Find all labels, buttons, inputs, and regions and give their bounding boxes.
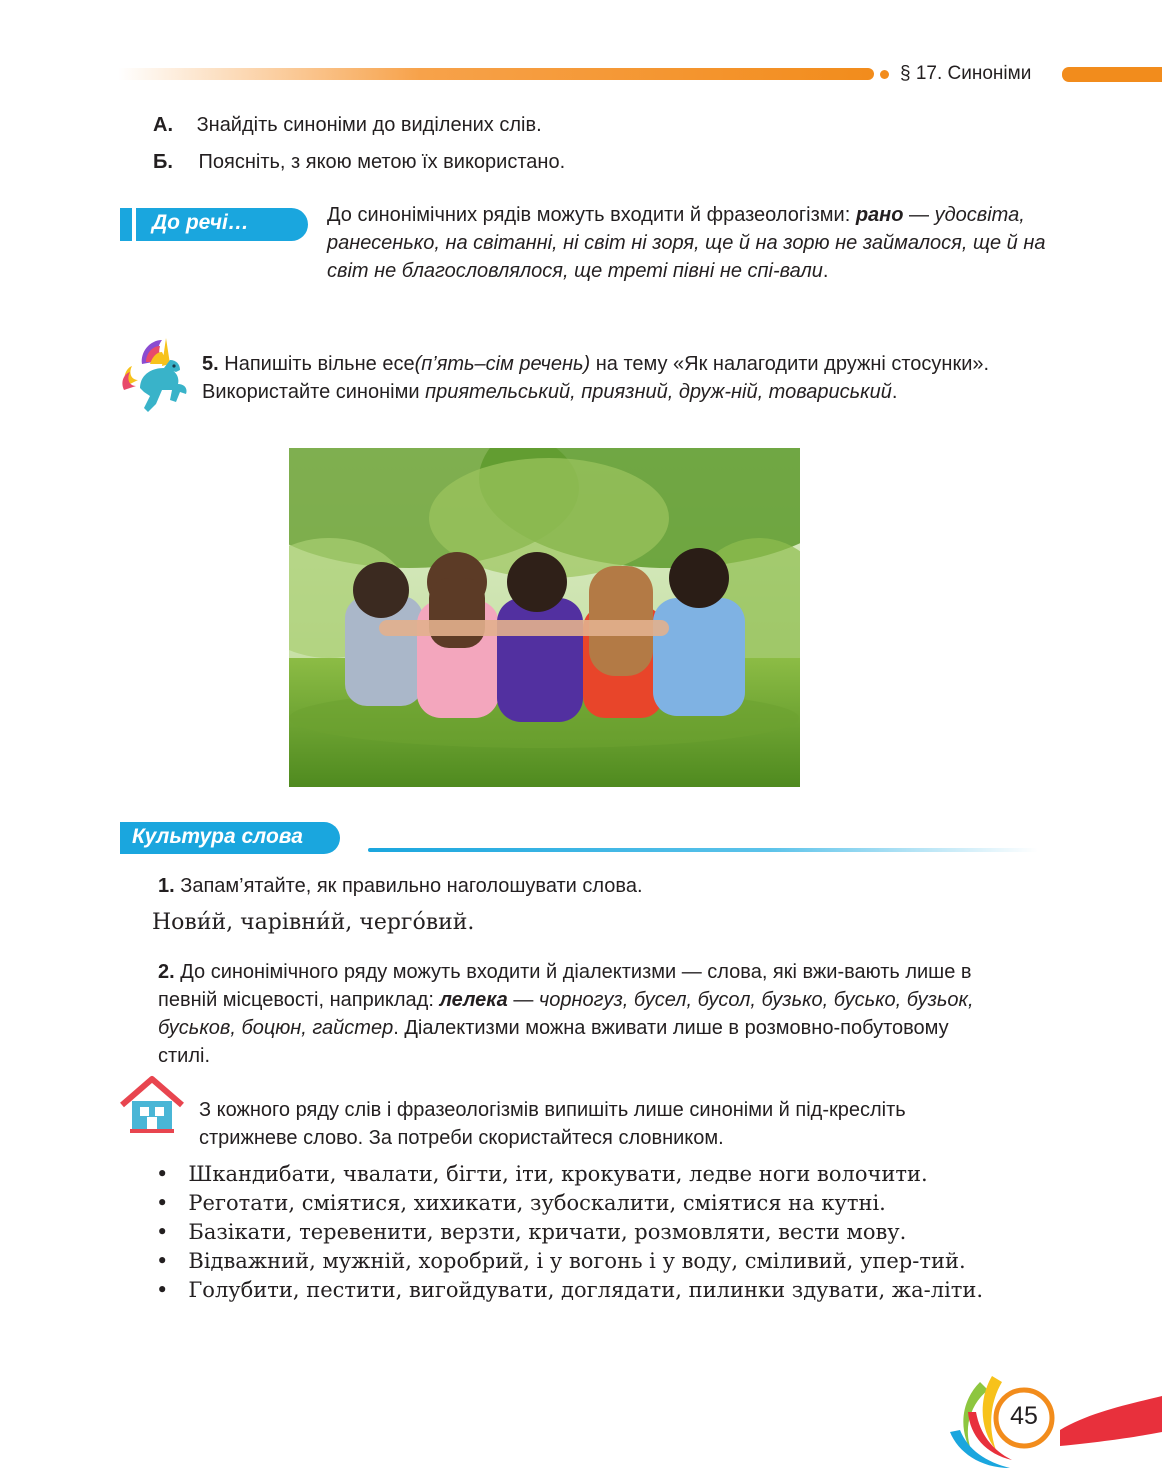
task-b <box>153 148 565 176</box>
note-badge <box>120 208 310 241</box>
culture-badge-label: Культура слова <box>132 825 303 848</box>
page-number: 45 <box>1010 1402 1038 1430</box>
task-5-number: 5. <box>202 353 219 375</box>
culture-item-2-keyword: лелека <box>439 989 508 1011</box>
bullet-item: • Шкандибати, чвалати, бігти, іти, крокувати, ледве ноги волочити. <box>156 1162 928 1186</box>
culture-item-2 <box>158 958 988 1070</box>
task-b-text: Поясніть, з якою метою їх використано. <box>198 151 566 173</box>
home-task-text: З кожного ряду слів і фразеологізмів випишіть лише синоніми й під-кресліть стрижневе слово. За потреби скористайтеся словником. <box>199 1099 906 1149</box>
task-a <box>153 111 542 139</box>
header-tab <box>1062 67 1162 82</box>
culture-badge <box>120 822 340 854</box>
page-number-decor <box>940 1372 1162 1474</box>
house-icon <box>118 1075 186 1135</box>
bullet-item: • Базікати, теревенити, верзти, кричати, розмовляти, вести мову. <box>156 1220 907 1244</box>
badge-tail <box>120 208 132 241</box>
note-end: . <box>822 260 829 282</box>
culture-item-2-dash: — <box>507 989 539 1011</box>
task-a-letter: А. <box>153 114 173 136</box>
culture-item-1-number: 1. <box>158 875 175 897</box>
culture-divider <box>368 848 1038 852</box>
task-5-part1: Напишіть вільне есе <box>224 353 415 375</box>
culture-item-2-synonyms: чорногуз, бусел, бусол, бузько, бусько, бузьок, буськов, боцюн, гайстер <box>158 989 974 1039</box>
culture-item-2-part2: . Діалектизми можна вживати лише в розмовно-побутовому стилі. <box>158 1017 949 1067</box>
children-photo <box>289 448 800 787</box>
culture-item-1-text: Запам’ятайте, як правильно наголошувати слова. <box>180 875 643 897</box>
task-5-end: . <box>891 381 898 403</box>
note-text <box>327 201 1057 285</box>
note-synonyms: удосвіта, ранесенько, на світанні, ні світ ні зоря, ще й на зорю не займалося, ще й на світ не благословлялося, ще треті півні не спі-вали <box>327 204 1046 282</box>
task-5-italic1: (п’ять–сім речень) <box>414 353 591 375</box>
culture-item-2-number: 2. <box>158 961 175 983</box>
task-5-part2: на тему «Як налагодити дружні стосунки». Використайте синоніми <box>202 353 990 403</box>
stress-words: Нови́й, чарівни́й, черго́вий. <box>152 910 475 935</box>
task-b-letter: Б. <box>153 151 173 173</box>
bullet-list <box>118 1160 1053 1305</box>
note-badge-label: До речі… <box>152 211 249 234</box>
bullet-item: • Реготати, сміятися, хихикати, зубоскалити, сміятися на кутні. <box>156 1191 886 1215</box>
bullet-item: • Відважний, мужній, хоробрий, і у вогонь і у воду, сміливий, упер-тий. <box>156 1249 966 1273</box>
culture-item-2-part1: До синонімічного ряду можуть входити й діалектизми — слова, які вжи-вають лише в певній місцевості, наприклад: <box>158 961 972 1011</box>
task-5-italic2: приятельський, приязний, друж-ній, товариський <box>425 381 892 403</box>
unicorn-icon <box>118 330 198 418</box>
header-decor-bar <box>118 68 874 80</box>
task-5 <box>202 350 1012 406</box>
note-keyword: рано <box>855 204 904 226</box>
section-title: § 17. Синоніми <box>900 63 1032 84</box>
culture-item-1 <box>158 872 643 900</box>
bullet-item: • Голубити, пестити, вигойдувати, доглядати, пилинки здувати, жа-літи. <box>156 1278 984 1302</box>
header-dot <box>880 70 889 79</box>
task-a-text: Знайдіть синоніми до виділених слів. <box>196 114 542 136</box>
note-intro: До синонімічних рядів можуть входити й фразеологізми: <box>327 204 856 226</box>
note-dash: — <box>903 204 935 226</box>
